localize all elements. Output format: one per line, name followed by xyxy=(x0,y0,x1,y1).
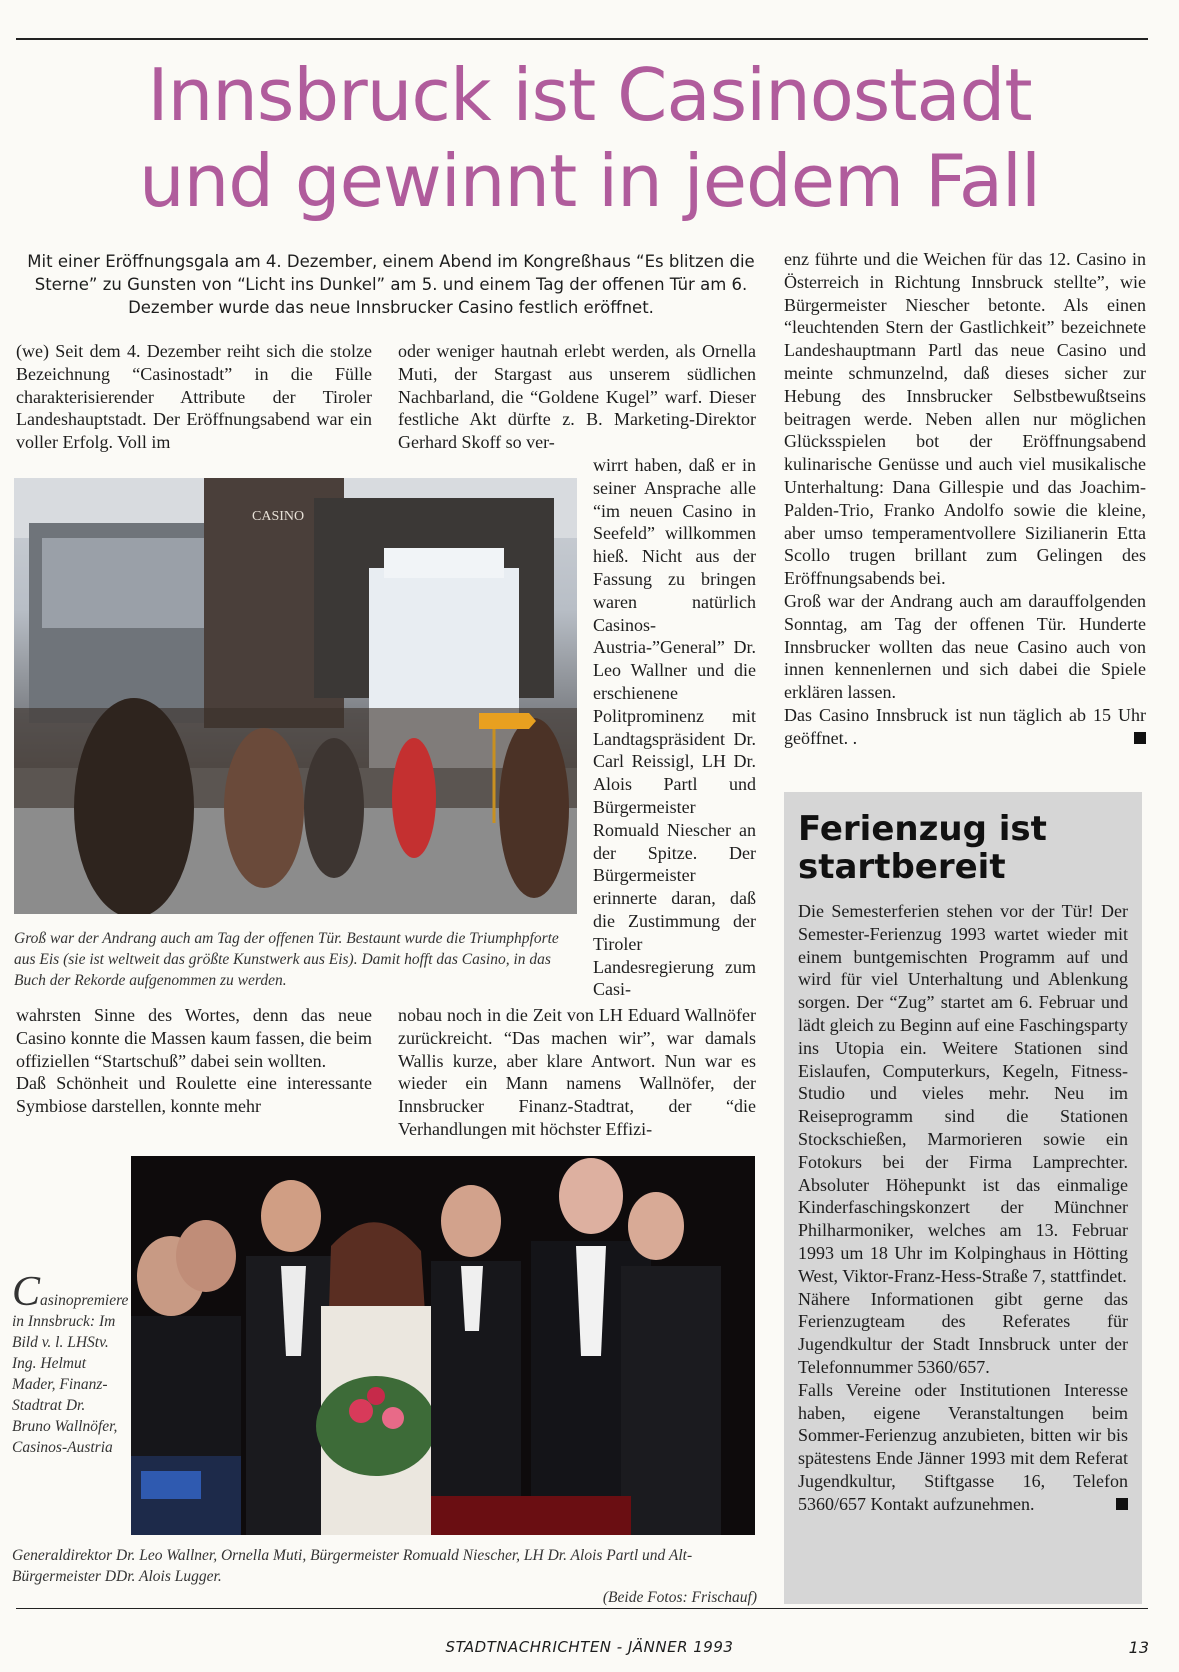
end-mark-icon xyxy=(1116,1498,1128,1510)
sidebar-box xyxy=(784,792,1142,1604)
article-text: Groß war der Andrang auch am darauffolgenden Sonntag, am Tag der offenen Tür. Hunderte Innsbrucker wollten das neue Casino auch von innen kennenlernen und sich dabei die Spiele erklären lassen. xyxy=(784,590,1146,703)
article-text: wirrt haben, daß er in seiner Ansprache alle “im neuen Casino in Seefeld” willkommen hieß. Nicht aus der Fassung zu bringen waren natürlich Casinos-Austria-”General” Dr. Leo Wallner und die erschienene Politprominenz mit Landtagspräsident Dr. Carl Reissigl, LH Dr. Alois Partl und Bürgermeister Romuald Niescher an der Spitze. Der Bürgermeister erinnerte daran, daß die Zustimmung der Tiroler Landesregierung zum Casi- xyxy=(593,455,756,1000)
article-text: (we) Seit dem 4. Dezember reiht sich die stolze Bezeichnung “Casinostadt” in die Fülle charakterisierender Attribute der Tiroler Landeshauptstadt. Der Eröffnungsabend war ein voller Erfolg. Voll im xyxy=(16,341,372,453)
article-column-1-bottom xyxy=(16,1004,372,1118)
article-column-4 xyxy=(784,248,1146,750)
footer-publication: STADTNACHRICHTEN - JÄNNER 1993 xyxy=(445,1638,734,1656)
photo-credit: (Beide Fotos: Frischauf) xyxy=(602,1589,757,1606)
article-text: enz führte und die Weichen für das 12. Casino in Österreich in Richtung Innsbruck stellte”, wie Bürgermeister Niescher betonte. Als einen “leuchtenden Stern der Gastlichkeit” bezeichnete Landeshauptmann Partl das neue Casino und meinte schmunzelnd, daß dieses sicher zur Hebung des Innsbrucker Selbstbewußtseins beitragen werde. Neben allen nur möglichen Glücksspielen bot der Eröffnungsabend kulinarische Genüsse und auch viel musikalische Unterhaltung: Dana Gillespie und das Joachim-Palden-Trio, Franko Andolfo sowie die kleine, aber umso temperamentvollere Sizilianerin Etta Scollo trugen brillant zum Gelingen des Eröffnungsabends bei. xyxy=(784,249,1146,589)
article-column-narrow xyxy=(593,454,756,1001)
caption-text: asinopremiere in Innsbruck: Im Bild v. l. LHStv. Ing. Helmut Mader, Finanz-Stadtrat Dr. Bruno Wallnöfer, Casinos-Austria xyxy=(12,1292,129,1456)
page-number: 13 xyxy=(1128,1638,1149,1657)
article-text: oder weniger hautnah erlebt werden, als Ornella Muti, der Stargast aus unserem südlichen Nachbarland, die “Goldene Kugel” warf. Dieser festliche Akt dürfte z. B. Marketing-Direktor Gerhard Skoff so ver- xyxy=(398,341,756,453)
sidebar-end-paragraph xyxy=(798,1379,1128,1516)
top-rule xyxy=(16,38,1148,40)
headline-line-2: und gewinnt in jedem Fall xyxy=(139,139,1040,223)
article-text: Daß Schönheit und Roulette eine interessante Symbiose darstellen, konnte mehr xyxy=(16,1073,372,1117)
headline-line-1: Innsbruck ist Casinostadt xyxy=(147,53,1032,137)
article-column-1-top xyxy=(16,340,372,454)
photo-ice-gate xyxy=(14,478,577,914)
photo-casino-premiere-illustration xyxy=(131,1156,755,1535)
end-mark-icon xyxy=(1134,732,1146,744)
article-column-2-bottom xyxy=(398,1004,756,1141)
photo-1-caption: Groß war der Andrang auch am Tag der offenen Tür. Bestaunt wurde die Triumphpforte aus Eis (sie ist weltweit das größte Kunstwerk aus Eis). Damit hofft das Casino, in das Buch der Rekorde aufgenommen zu werden. xyxy=(14,930,559,989)
bottom-rule xyxy=(16,1608,1148,1609)
sidebar-paragraph: Nähere Informationen gibt gerne das Ferienzugteam des Referates für Jugendkultur der Stadt Innsbruck unter der Telefonnummer 5360/657. xyxy=(798,1288,1128,1377)
caption-dropcap: C xyxy=(12,1269,41,1315)
photo-2-side-caption xyxy=(12,1269,129,1458)
casino-sign: CASINO xyxy=(252,509,305,524)
sidebar-paragraph: Die Semesterferien stehen vor der Tür! Der Semester-Ferienzug 1993 wartet wieder mit einem buntgemischten Programm auf und wird für viel Unterhaltung und Ablenkung sorgen. Der “Zug” startet am 6. Februar und lädt gleich zu Beginn auf eine Faschingsparty ins Utopia ein. Weitere Stationen sind Eislaufen, Computerkurs, Kegeln, Fitness-Studio und vieles mehr. Neu im Reiseprogramm sind die Stationen Stockschießen, Marmorieren sowie ein Fotokurs bei der Firma Lamprechter. Absoluter Höhepunkt ist das einmalige Kinderfaschingskonzert der Münchner Philharmoniker, welches am 13. Februar 1993 um 18 Uhr im Kolpinghaus in Hötting West, Viktor-Franz-Hess-Straße 7, stattfindet. xyxy=(798,901,1128,1286)
headline xyxy=(0,52,1179,224)
article-text: wahrsten Sinne des Wortes, denn das neue Casino konnte die Massen kaum fassen, die beim offiziellen “Startschuß” dabei sein wollten. xyxy=(16,1005,372,1071)
photo-casino-premiere xyxy=(131,1156,755,1535)
photo-2-caption xyxy=(12,1545,757,1608)
caption-text: Generaldirektor Dr. Leo Wallner, Ornella Muti, Bürgermeister Romuald Niescher, LH Dr. Alois Partl und Alt-Bürgermeister DDr. Alois Lugger. xyxy=(12,1547,693,1585)
sidebar-text xyxy=(798,900,1128,1516)
photo-ice-gate-illustration xyxy=(14,478,577,914)
article-end-paragraph xyxy=(784,704,1146,750)
article-text: nobau noch in die Zeit von LH Eduard Wallnöfer zurückreicht. “Das machen wir”, war damals Wallis kurze, aber klare Antwort. Nun war es wieder ein Mann namens Wallnöfer, der Innsbrucker Finanz-Stadtrat, der “die Verhandlungen mit höchster Effizi- xyxy=(398,1005,756,1139)
sidebar-paragraph-text: Falls Vereine oder Institutionen Interesse haben, eigene Veranstaltungen beim Sommer-Ferienzug anzubieten, bitten wir bis spätestens Ende Jänner 1993 mit dem Referat Jugendkultur, Stiftgasse 16, Telefon 5360/657 Kontakt aufzunehmen. xyxy=(798,1379,1128,1514)
sidebar-title: Ferienzug ist startbereit xyxy=(798,809,1047,887)
lead-paragraph: Mit einer Eröffnungsgala am 4. Dezember, einem Abend im Kongreßhaus “Es blitzen die Sterne” zu Gunsten von “Licht ins Dunkel” am 5. und einem Tag der offenen Tür am 6. Dezember wurde das neue Innsbrucker Casino festlich eröffnet. xyxy=(27,252,755,317)
article-column-2-top xyxy=(398,340,756,454)
article-text: Das Casino Innsbruck ist nun täglich ab 15 Uhr geöffnet. . xyxy=(784,704,1146,748)
